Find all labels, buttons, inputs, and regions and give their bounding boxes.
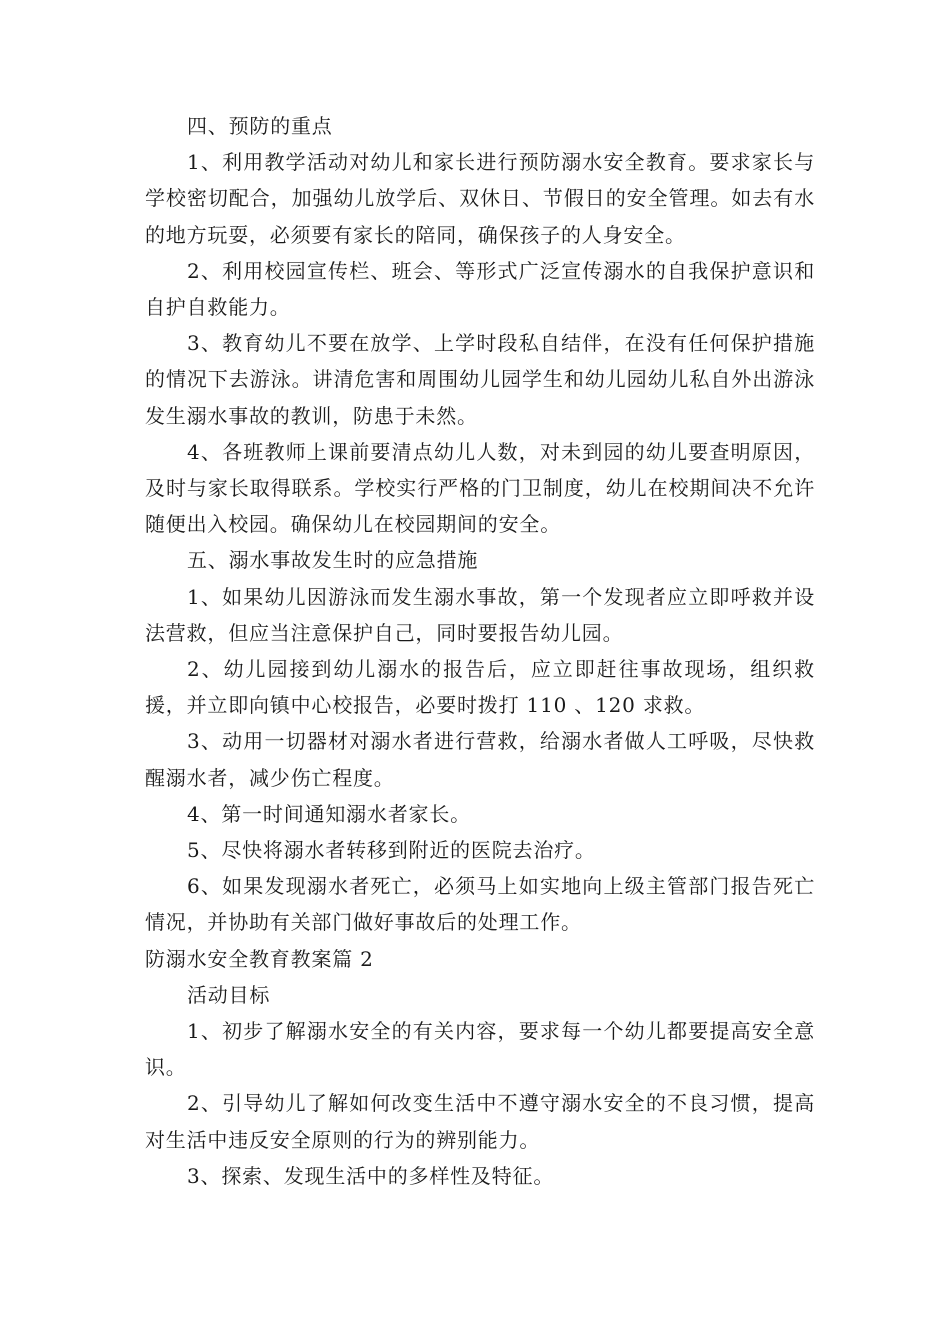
paragraph: 4、第一时间通知溺水者家长。 <box>187 801 471 826</box>
paragraph: 6、如果发现溺水者死亡，必须马上如实地向上级主管部门报告死亡情况，并协助有关部门做好事故后的处理工作。 <box>145 874 815 935</box>
paragraph: 3、探索、发现生活中的多样性及特征。 <box>187 1163 555 1188</box>
document-body <box>145 108 815 1194</box>
paragraph: 1、利用教学活动对幼儿和家长进行预防溺水安全教育。要求家长与学校密切配合，加强幼儿放学后、双休日、节假日的安全管理。如去有水的地方玩耍，必须要有家长的陪同，确保孩子的人身安全。 <box>145 150 815 247</box>
section-heading-activity-goals: 活动目标 <box>187 982 271 1007</box>
paragraph: 1、如果幼儿因游泳而发生溺水事故，第一个发现者应立即呼救并设法营救，但应当注意保护自己，同时要报告幼儿园。 <box>145 584 815 645</box>
paragraph: 1、初步了解溺水安全的有关内容，要求每一个幼儿都要提高安全意识。 <box>145 1019 815 1080</box>
paragraph: 3、教育幼儿不要在放学、上学时段私自结伴，在没有任何保护措施的情况下去游泳。讲清危害和周围幼儿园学生和幼儿园幼儿私自外出游泳发生溺水事故的教训，防患于未然。 <box>145 331 815 428</box>
section-heading-prevention-focus: 四、预防的重点 <box>187 114 333 138</box>
paragraph: 2、引导幼儿了解如何改变生活中不遵守溺水安全的不良习惯，提高对生活中违反安全原则的行为的辨别能力。 <box>145 1091 815 1152</box>
paragraph: 2、幼儿园接到幼儿溺水的报告后，应立即赶往事故现场，组织救援，并立即向镇中心校报告，必要时拨打 110 、120 求救。 <box>145 657 815 718</box>
paragraph: 3、动用一切器材对溺水者进行营救，给溺水者做人工呼吸，尽快救醒溺水者，减少伤亡程度。 <box>145 729 815 790</box>
paragraph: 4、各班教师上课前要清点幼儿人数，对未到园的幼儿要查明原因，及时与家长取得联系。学校实行严格的门卫制度，幼儿在校期间决不允许随便出入校园。确保幼儿在校园期间的安全。 <box>145 439 815 537</box>
lesson-plan-title: 防溺水安全教育教案篇 2 <box>145 946 374 971</box>
section-heading-emergency-measures: 五、溺水事故发生时的应急措施 <box>187 548 479 573</box>
paragraph: 2、利用校园宣传栏、班会、等形式广泛宣传溺水的自我保护意识和自护自救能力。 <box>145 258 815 320</box>
paragraph: 5、尽快将溺水者转移到附近的医院去治疗。 <box>187 838 596 863</box>
